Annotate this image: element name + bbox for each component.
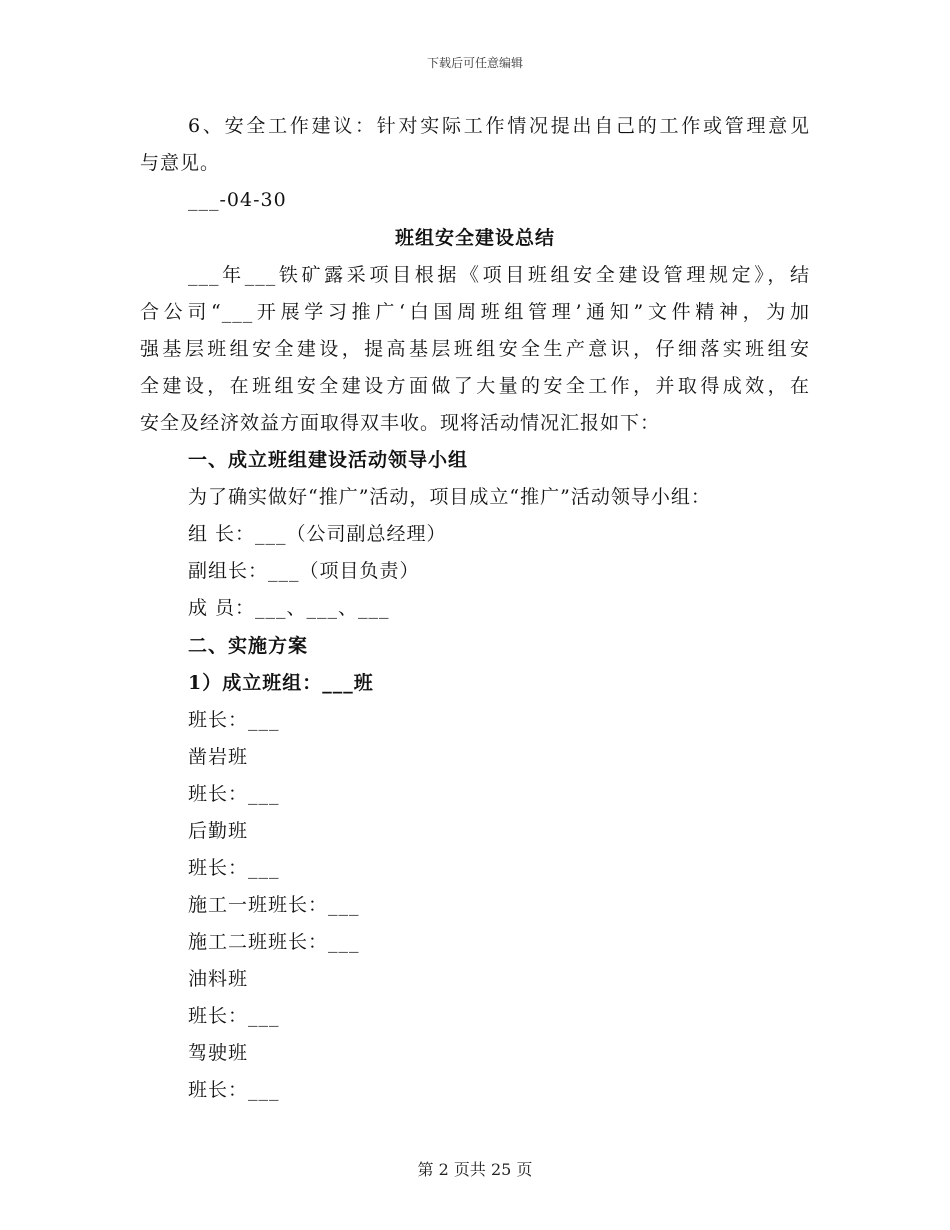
page-footer: 第 2 页共 25 页 (417, 1160, 533, 1179)
heading-2: 二、实施方案 (188, 635, 309, 657)
list-item: 班长：___ (188, 1079, 280, 1101)
list-item: 凿岩班 (188, 746, 249, 768)
list-item: 班长：___ (188, 1005, 280, 1027)
subheading: 1）成立班组：___班 (188, 672, 374, 694)
section-title: 班组安全建设总结 (394, 227, 555, 249)
list-item: 施工一班班长：___ (188, 894, 360, 916)
list-item: 班长：___ (188, 857, 280, 879)
list-item: 油料班 (188, 968, 249, 990)
paragraph-line: ___年___铁矿露采项目根据《项目班组安全建设管理规定》，结 (188, 264, 810, 286)
list-item: 后勤班 (188, 820, 249, 842)
list-item: 成 员：___、___、___ (188, 597, 390, 619)
list-item: 组 长：___（公司副总经理） (188, 523, 447, 545)
list-item: 副组长：___（项目负责） (188, 560, 420, 582)
list-item: 驾驶班 (188, 1042, 249, 1064)
heading-1: 一、成立班组建设活动领导小组 (188, 449, 469, 471)
paragraph-line: 合公司“___开展学习推广‘白国周班组管理’通知”文件精神，为加 (140, 301, 810, 323)
paragraph-line: 6、安全工作建议：针对实际工作情况提出自己的工作或管理意见 (188, 115, 810, 137)
list-item: 班长：___ (188, 783, 280, 805)
paragraph-line: 强基层班组安全建设，提高基层班组安全生产意识，仔细落实班组安 (140, 338, 810, 360)
paragraph-line: 全建设，在班组安全建设方面做了大量的安全工作，并取得成效，在 (140, 375, 810, 397)
list-item: 施工二班班长：___ (188, 931, 360, 953)
paragraph-line: 安全及经济效益方面取得双丰收。现将活动情况汇报如下： (140, 412, 661, 434)
paragraph-line: 与意见。 (140, 152, 221, 174)
date-line: ___-04-30 (188, 189, 287, 211)
paragraph-line: 为了确实做好“推广”活动，项目成立“推广”活动领导小组： (188, 486, 711, 508)
list-item: 班长：___ (188, 709, 280, 731)
page-header: 下载后可任意编辑 (426, 56, 523, 70)
